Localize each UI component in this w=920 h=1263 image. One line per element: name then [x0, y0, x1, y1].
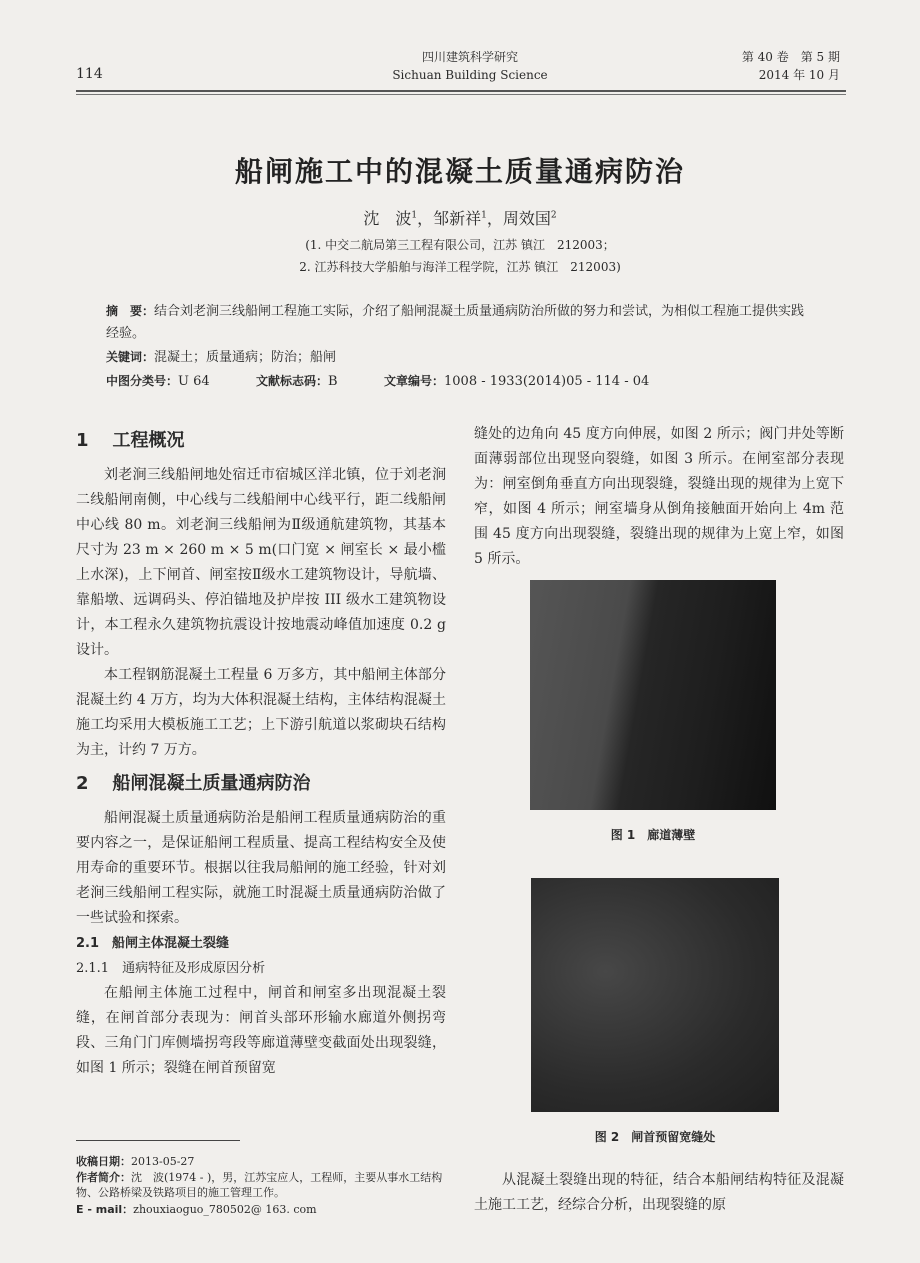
figure-1-photo [530, 580, 776, 810]
author-bio-text: 沈 波(1974 - )，男，江苏宝应人，工程师，主要从事水工结构物、公路桥梁及铁路项目的施工管理工作。 [76, 1171, 443, 1199]
journal-name-en: Sichuan Building Science [392, 68, 548, 82]
received-date [76, 1154, 456, 1169]
issue-date: 2014 年 10 月 [758, 68, 840, 82]
clc-number [106, 372, 210, 389]
section-number: 1 [76, 430, 89, 451]
author-list: 沈 波$^1$，邹新祥$^1$，周效国$^2$ [363, 209, 557, 228]
author-affil-mark: 1 [411, 210, 418, 221]
figure-2-photo [531, 878, 779, 1112]
received-label: 收稿日期： [76, 1155, 131, 1168]
journal-name [360, 48, 580, 84]
article-no-label: 文章编号： [384, 374, 445, 388]
section-number: 2 [76, 773, 89, 794]
footnote-rule [76, 1140, 240, 1141]
paragraph: 从混凝土裂缝出现的特征，结合本船闸结构特征及混凝土施工工艺，经综合分析，出现裂缝的原 [474, 1172, 844, 1213]
section-title: 工程概况 [112, 430, 185, 451]
section-1-heading [76, 428, 446, 453]
right-column-top [474, 422, 844, 572]
header-rule [76, 90, 846, 92]
clc-value: U 64 [178, 374, 210, 389]
abstract-text: 结合刘老涧三线船闸工程施工实际，介绍了船闸混凝土质量通病防治所做的努力和尝试，为相似工程施工提供实践经验。 [106, 304, 805, 341]
header-rule-thin [76, 94, 846, 95]
author-affil-mark: 2 [550, 210, 557, 221]
author-name: 沈 波 [363, 209, 412, 228]
figure-2-caption: 图 2 闸首预留宽缝处 [594, 1130, 716, 1144]
clc-label: 中图分类号： [106, 374, 179, 388]
paragraph: 缝处的边角向 45 度方向伸展，如图 2 所示；阀门井处等断面薄弱部位出现竖向裂缝，如图 3 所示。在闸室部分表现为：闸室倒角垂直方向出现裂缝，裂缝出现的规律为上宽下窄，如图 4 所示；闸室墙身从倒角接触面开始向上 4m 范围 45 度方向出现裂缝，裂缝出现的规律为上宽上窄，如图 5 所示。 [474, 426, 844, 567]
journal-name-cn: 四川建筑科学研究 [421, 50, 518, 64]
article-number [384, 372, 649, 389]
doc-value: B [328, 374, 338, 389]
keywords-text: 混凝土；质量通病；防治；船闸 [154, 350, 337, 365]
author-email [76, 1202, 456, 1217]
author-bio-label: 作者简介： [76, 1171, 131, 1184]
section-title: 船闸混凝土质量通病防治 [112, 773, 311, 794]
figure-1-caption: 图 1 廊道薄壁 [610, 828, 696, 842]
right-column-bottom [474, 1168, 844, 1218]
author-name: 邹新祥 [433, 209, 482, 228]
affiliation-2: 2. 江苏科技大学船舶与海洋工程学院，江苏 镇江 212003) [299, 260, 621, 274]
document-code [256, 372, 338, 389]
subsubsection-heading: 2.1.1 通病特征及形成原因分析 [76, 961, 266, 976]
page-number: 114 [76, 66, 103, 82]
email-label: E - mail： [76, 1203, 134, 1216]
paragraph: 刘老涧三线船闸地处宿迁市宿城区洋北镇，位于刘老涧二线船闸南侧，中心线与二线船闸中心线平行，距二线船闸中心线 80 m。刘老涧三线船闸为Ⅱ级通航建筑物，其基本尺寸为 23 m × 260 m × 5 m(口门宽 × 闸室长 × 最小槛上水深)，上下闸首、闸室按Ⅱ级水工建筑物设计，导航墙、靠船墩、远调码头、停泊锚地及护岸按 III 级水工建筑物设计，本工程永久建筑物抗震设计按地震动峰值加速度 0.2 g 设计。 [76, 467, 446, 658]
abstract [106, 300, 806, 345]
left-column [76, 428, 446, 1081]
issue-info [700, 48, 840, 84]
paragraph: 在船闸主体施工过程中，闸首和闸室多出现混凝土裂缝，在闸首部分表现为：闸首头部环形输水廊道外侧拐弯段、三角门门库侧墙拐弯段等廊道薄壁变截面处出现裂缝，如图 1 所示；裂缝在闸首预留宽 [76, 985, 446, 1076]
paragraph: 本工程钢筋混凝土工程量 6 万多方，其中船闸主体部分混凝土约 4 万方，均为大体积混凝土结构，主体结构混凝土施工均采用大模板施工工艺；上下游引航道以浆砌块石结构为主，计约 7 万方。 [76, 667, 446, 758]
volume-issue: 第 40 卷 第 5 期 [741, 50, 840, 64]
author-affil-mark: 1 [481, 210, 487, 221]
section-2-heading [76, 771, 446, 796]
received-value: 2013-05-27 [131, 1155, 195, 1168]
keywords [106, 346, 806, 365]
keywords-label: 关键词： [106, 350, 155, 364]
doc-label: 文献标志码： [256, 374, 329, 388]
article-title: 船闸施工中的混凝土质量通病防治 [234, 155, 685, 188]
author-name: 周效国 [502, 209, 551, 228]
affiliation-1: (1. 中交二航局第三工程有限公司，江苏 镇江 212003； [305, 238, 615, 252]
email-value: zhouxiaoguo_780502@ 163. com [133, 1203, 317, 1216]
paragraph: 船闸混凝土质量通病防治是船闸工程质量通病防治的重要内容之一，是保证船闸工程质量、提高工程结构安全及使用寿命的重要环节。根据以往我局船闸的施工经验，针对刘老涧三线船闸工程实际，就施工时混凝土质量通病防治做了一些试验和探索。 [76, 810, 446, 926]
author-bio [76, 1170, 456, 1200]
article-no-value: 1008 - 1933(2014)05 - 114 - 04 [444, 374, 650, 389]
subsection-heading: 2.1 船闸主体混凝土裂缝 [76, 936, 230, 951]
abstract-label: 摘 要： [106, 304, 155, 318]
